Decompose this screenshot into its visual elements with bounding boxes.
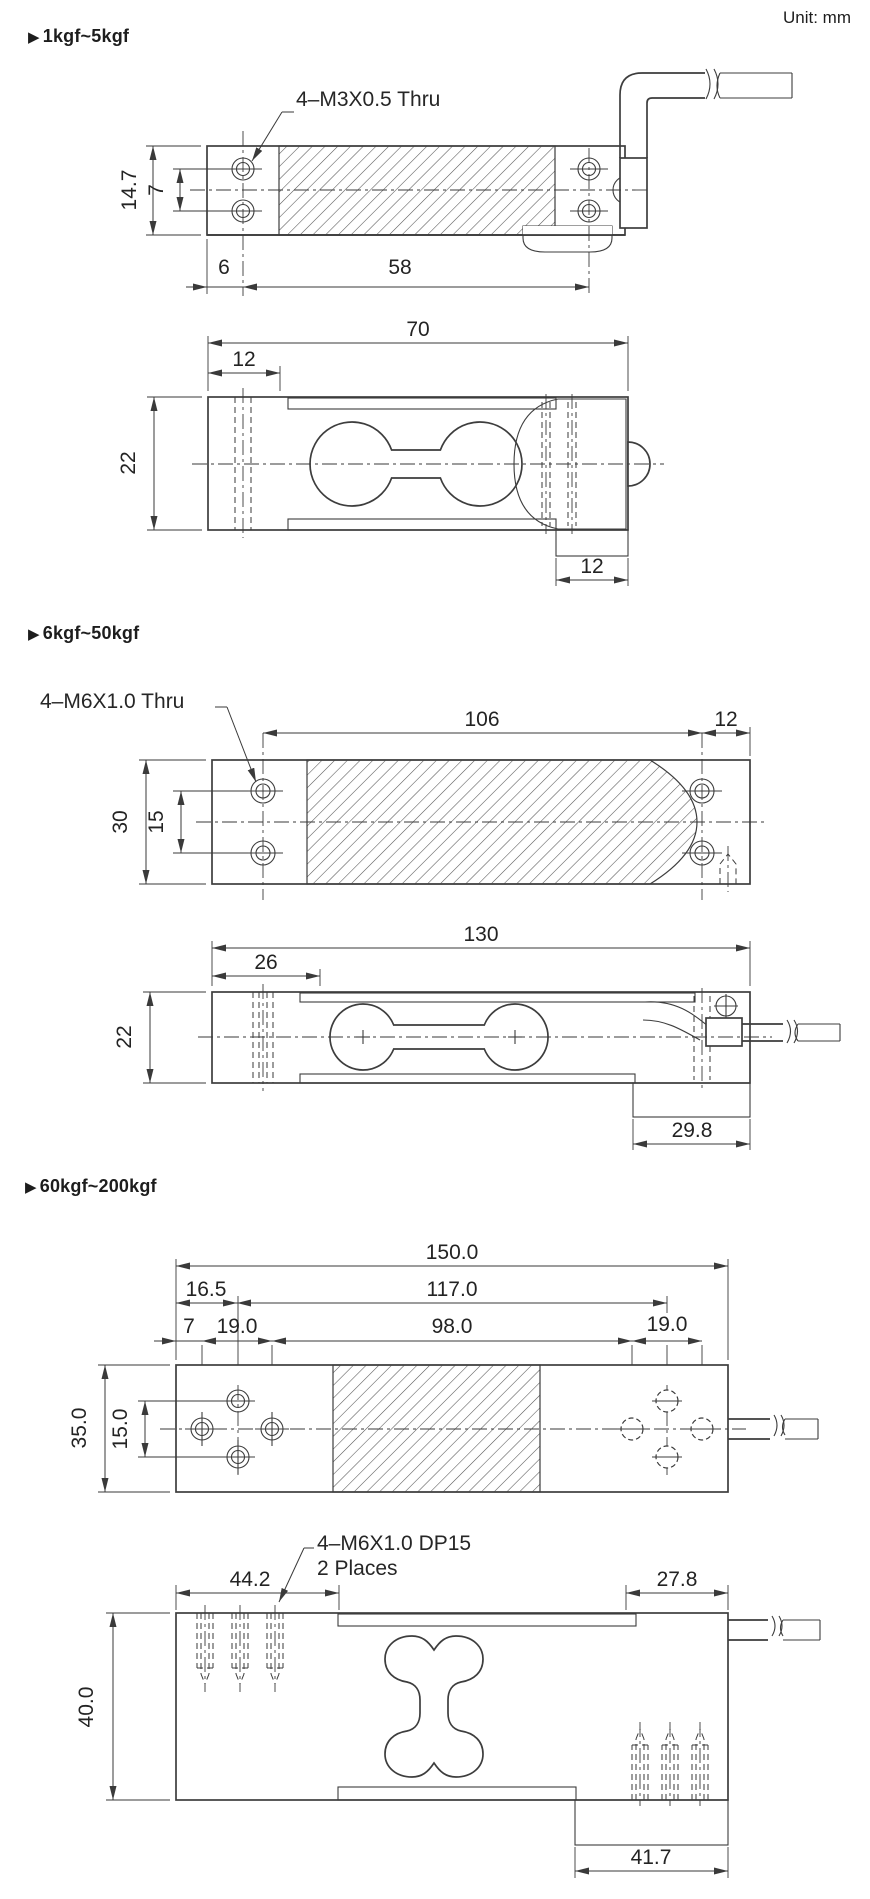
dim-s1-side-foot-width: 12 [580,555,604,578]
dim-s2-side-fixed-end: 26 [254,951,278,974]
dim-s1-front-edge-to-hole: 6 [218,256,230,279]
dim-s3-front-overall-width: 35.0 [68,1407,91,1449]
s2-front-view-drawing [109,707,764,900]
dim-s2-side-foot-width: 29.8 [671,1119,713,1142]
s1-side-view-drawing [117,318,664,586]
dim-s3-side-thread-zone: 44.2 [229,1568,271,1591]
dim-s1-side-height: 22 [117,451,140,475]
dim-s3-side-foot-width: 41.7 [630,1846,672,1869]
dim-s1-side-fixed-end: 12 [232,348,256,371]
dim-s2-front-hole-pitch: 15 [145,810,168,834]
triangle-bullet-icon: ▶ [25,1179,37,1196]
thread-callout-s3-line1: 4–M6X1.0 DP15 [317,1532,472,1555]
dim-s2-front-hole-to-edge: 12 [714,708,738,731]
dim-s3-front-hole-span-long: 117.0 [426,1278,478,1301]
dim-s1-side-overall-length: 70 [406,318,430,341]
section-heading-text: 1kgf~5kgf [42,26,130,46]
dim-s3-front-edge-to-holes: 16.5 [185,1278,227,1301]
thread-callout-s3-line2: 2 Places [317,1557,398,1580]
s1-front-view-drawing [118,69,792,296]
thread-callout-s1: 4–M3X0.5 Thru [296,88,441,111]
dim-s2-side-height: 22 [113,1025,136,1049]
dim-s3-front-hole-pitch-right: 19.0 [646,1313,688,1336]
s3-side-view-drawing [75,1548,820,1878]
dim-s1-front-overall-height: 14.7 [118,169,141,211]
dim-s2-side-overall-length: 130 [463,923,499,946]
unit-label: Unit: mm [783,8,851,27]
section-heading-60kgf-200kgf [25,1176,157,1197]
dim-s3-front-hole-pitch-vert: 15.0 [109,1408,132,1450]
triangle-bullet-icon: ▶ [28,626,40,643]
dim-s2-front-overall-width: 30 [109,810,132,834]
section-heading-text: 6kgf~50kgf [42,623,140,643]
dim-s3-side-right-zone: 27.8 [656,1568,698,1591]
triangle-bullet-icon: ▶ [28,29,40,46]
section-heading-text: 60kgf~200kgf [39,1176,157,1196]
section-heading-1kgf-5kgf [28,26,129,47]
dim-s3-front-overall-length: 150.0 [425,1241,479,1264]
dim-s3-front-hole-pitch-left: 19.0 [216,1315,258,1338]
dim-s1-front-hole-pitch: 7 [145,184,168,196]
dim-s1-front-hole-span: 58 [388,256,412,279]
thread-callout-s2: 4–M6X1.0 Thru [40,690,185,713]
dim-s3-front-hole-span-mid: 98.0 [431,1315,473,1338]
section-heading-6kgf-50kgf [28,623,139,644]
s2-side-view-drawing [113,923,840,1150]
dim-s3-side-height: 40.0 [75,1686,98,1728]
dim-s3-front-edge-to-first: 7 [183,1315,195,1338]
s3-front-view-drawing [68,1241,818,1492]
dim-s2-front-hole-span: 106 [464,708,500,731]
